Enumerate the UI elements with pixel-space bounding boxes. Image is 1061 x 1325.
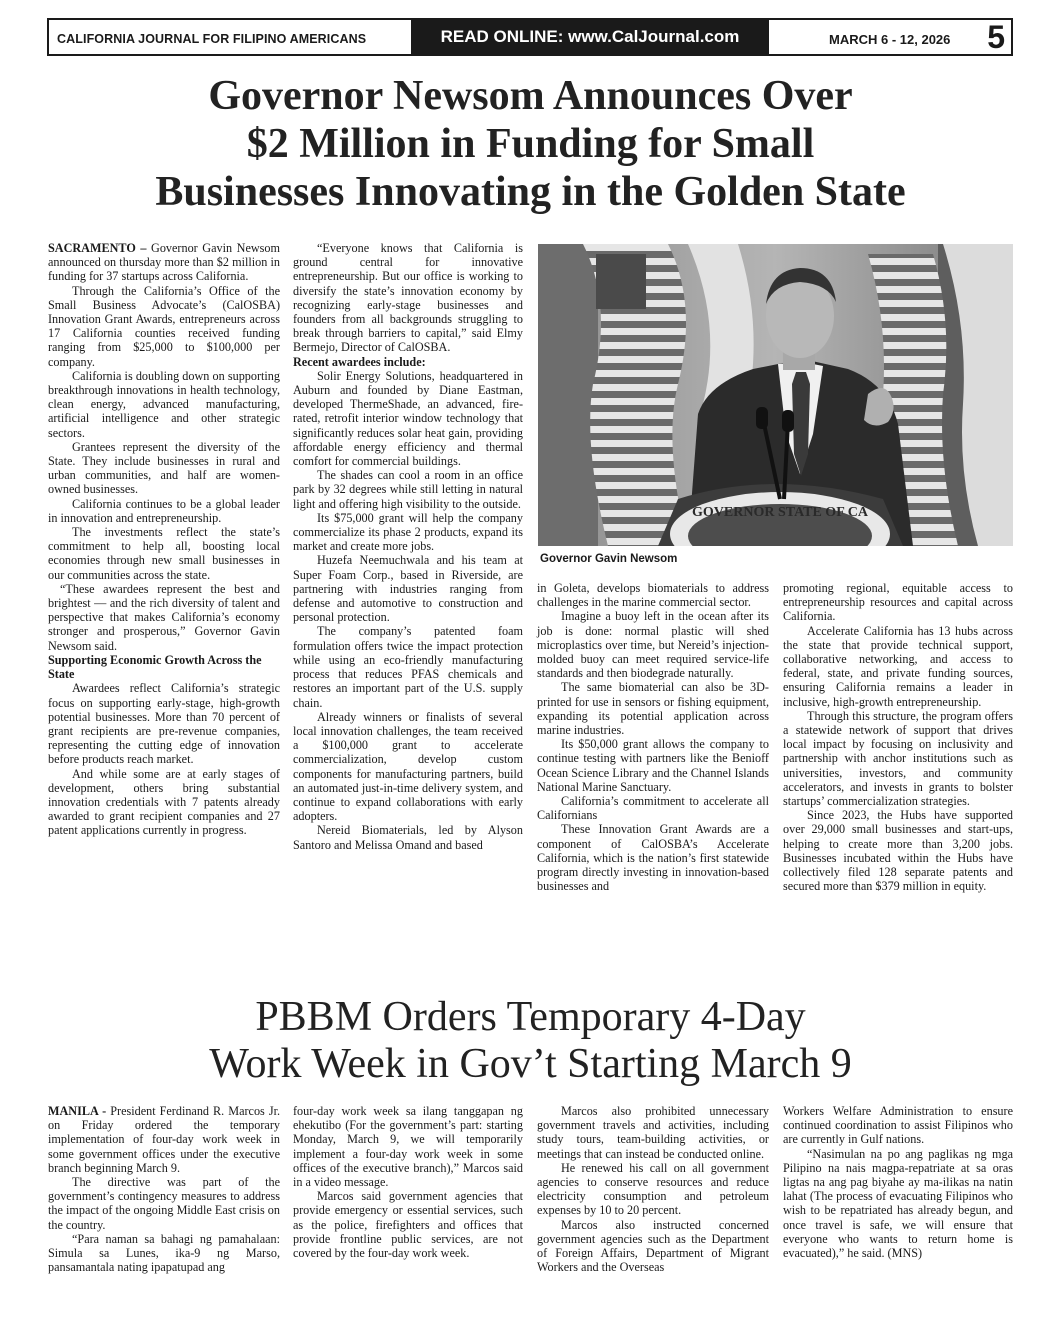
lead-text: Governor Gavin Newsom announced on thursday more than $2 million in funding for 37 startups across California. xyxy=(48,241,280,284)
paragraph: Marcos said government agencies that provide emergency or essential services, such as the police, firefighters and offices that provide frontline public services, are not covered by the four-day work week. xyxy=(293,1189,523,1261)
paragraph: four-day work week sa ilang tanggapan ng ehekutibo (For the government’s part: starting Monday, March 9, we will temporarily implement a four-day work week in some offices of the executive branch),” Marcos said in a video message. xyxy=(293,1104,523,1190)
paragraph: California is doubling down on supporting breakthrough innovations in health technology, clean energy, advanced manufacturing, artificial intelligence and other strategic sectors. xyxy=(48,368,280,440)
paragraph: The company’s patented foam formulation offers twice the impact protection while using an eco-friendly manufacturing process that reduces PFAS chemicals and restores an important part of the U.S. supply chain. xyxy=(293,624,523,710)
paragraph: Marcos also prohibited unnecessary government travels and activities, including study tours, team-building activities, or meetings that can instead be conducted online. xyxy=(537,1104,769,1161)
paragraph: The investments reflect the state’s commitment to help all, boosting local economies through new small businesses in our communities across the state. xyxy=(48,525,280,582)
paragraph: promoting regional, equitable access to entrepreneurship resources and capital across California. xyxy=(783,581,1013,624)
article1-headline-line: Governor Newsom Announces Over xyxy=(208,73,853,119)
article1-headline-line: $2 Million in Funding for Small xyxy=(246,121,815,167)
issue-date: MARCH 6 - 12, 2026 xyxy=(829,32,951,47)
article1-column-3 xyxy=(537,581,769,893)
paragraph: Through this structure, the program offers a statewide network of support that drives local impact by focusing on inclusivity and partnership with anchor institutions such as universities, investors, and community accelerators, and invests in grants to bolster startups’ commercialization strategies. xyxy=(783,708,1013,809)
article1-lead-paragraph xyxy=(48,241,280,284)
paragraph: Its $50,000 grant allows the company to continue testing with partners like the Benioff Ocean Science Library and the Channel Islands National Marine Sanctuary. xyxy=(537,737,769,794)
paragraph: Workers Welfare Administration to ensure continued coordination to assist Filipinos who are currently in Gulf nations. xyxy=(783,1104,1013,1147)
paragraph: “Para naman sa bahagi ng pamahalaan: Simula sa Lunes, ika-9 ng Marso, pansamantala nating ipapatupad ang xyxy=(48,1231,280,1275)
paragraph: Grantees represent the diversity of the State. They include businesses in rural and urban communities, and half are women-owned businesses. xyxy=(48,439,280,497)
article2-column-4 xyxy=(783,1104,1013,1260)
paragraph: Nereid Biomaterials, led by Alyson Santoro and Melissa Omand and based xyxy=(293,823,523,852)
paragraph: Solir Energy Solutions, headquartered in Auburn and founded by Diane Eastman, developed ThermeShade, an advanced, fire-rated, retrofit interior window technology that significantly reduces solar heat gain, providing affordable energy efficiency and thermal comfort for commercial buildings. xyxy=(293,368,523,469)
article1-column-2 xyxy=(293,241,523,852)
paragraph: Accelerate California has 13 hubs across the state that provide technical support, collaborative networking, and access to federal, state, and private funding sources, ensuring California remains a leader in inclusive, high-growth entrepreneurship. xyxy=(783,623,1013,709)
governor-photo xyxy=(538,244,1013,546)
read-online-link[interactable]: READ ONLINE: www.CalJournal.com xyxy=(411,18,769,56)
article2-column-3 xyxy=(537,1104,769,1274)
dateline: SACRAMENTO – xyxy=(48,241,147,255)
paragraph: California continues to be a global leader in innovation and entrepreneurship. xyxy=(48,496,280,525)
paragraph: The shades can cool a room in an office park by 32 degrees while still letting in natural light and offering high visibility to the outside. xyxy=(293,468,523,511)
article2-headline-line: Work Week in Gov’t Starting March 9 xyxy=(209,1041,852,1087)
article1-headline xyxy=(60,72,1001,216)
dateline: MANILA - xyxy=(48,1104,107,1118)
paragraph: “Nasimulan na po ang paglikas ng mga Pilipino na nais magpa-repatriate at sa oras ligtas na ang pag biyahe ay ma-ilikas na natin lahat (The process of evacuating Filipinos who wish to be repatriated has already begun, and once travel is safe, we will ensure that everyone who wants to return home is evacuated),” he said. (MNS) xyxy=(783,1146,1013,1261)
paragraph: He renewed his call on all government agencies to conserve resources and reduce electricity consumption and petroleum expenses by 10 to 20 percent. xyxy=(537,1160,769,1218)
masthead-bar xyxy=(47,18,1013,56)
paragraph: These Innovation Grant Awards are a component of CalOSBA’s Accelerate California, which is the nation’s first statewide program directly investing in innovation-based businesses and xyxy=(537,822,769,894)
quote-paragraph: “These awardees represent the best and brightest — and the rich diversity of talent and perspective that makes California’s economy stronger and prosperous,” Governor Gavin Newsom said. xyxy=(48,581,280,653)
paragraph: Marcos also instructed concerned government agencies such as the Department of Foreign Affairs, Department of Migrant Workers and the Overseas xyxy=(537,1217,769,1275)
paragraph: The same biomaterial can also be 3D-printed for use in sensors or fishing equipment, expanding its potential application across marine industries. xyxy=(537,680,769,738)
subheading: Recent awardees include: xyxy=(293,354,426,369)
seal-text: GOVERNOR STATE OF CA xyxy=(692,505,868,520)
article2-lead-paragraph xyxy=(48,1104,280,1175)
paragraph: The directive was part of the government’s contingency measures to address the impact of the ongoing Middle East crisis on the country. xyxy=(48,1175,280,1232)
paragraph: Already winners or finalists of several local innovation challenges, the team received a $100,000 grant to accelerate commercialization, develop custom components for manufacturing partners, build an automated just-in-time delivery system, and continue to expand collaborations with early adopters. xyxy=(293,709,523,824)
article1-column-1 xyxy=(48,241,280,838)
article2-column-1 xyxy=(48,1104,280,1274)
paragraph: in Goleta, develops biomaterials to address challenges in the marine commercial sector. xyxy=(537,581,769,610)
subheading: Supporting Economic Growth Across the State xyxy=(48,652,262,682)
page-number: 5 xyxy=(987,19,1005,55)
paragraph: Through the California’s Office of the Small Business Advocate’s (CalOSBA) Innovation Grant Awards, entrepreneurs across 17 California counties received funding ranging from $25,000 to $100,000 per company. xyxy=(48,283,280,369)
paragraph: Since 2023, the Hubs have supported over 29,000 small businesses and start-ups, helping to create more than 3,200 jobs. Businesses incubated within the Hubs have collectively filed 128 separate patents and secured more than $379 million in equity. xyxy=(783,808,1013,894)
article1-column-4 xyxy=(783,581,1013,893)
paragraph: Its $75,000 grant will help the company commercialize its phase 2 products, expand its market and create more jobs. xyxy=(293,510,523,554)
article1-headline-line: Businesses Innovating in the Golden State xyxy=(155,169,906,215)
article2-column-2 xyxy=(293,1104,523,1260)
quote-paragraph: “Everyone knows that California is ground central for innovative entrepreneurship. But our office is working to diversify the state’s innovation economy by recognizing early-stage businesses and founders from all backgrounds struggling to break through barriers to capital,” said Elmy Bermejo, Director of CalOSBA. xyxy=(293,241,523,355)
paragraph: Imagine a buoy left in the ocean after its job is done: normal plastic will shed microplastics over time, but Nereid’s injection-molded buoy can meet required service-life standards and then biodegrade naturally. xyxy=(537,609,769,681)
governor-photo-illustration xyxy=(538,244,1013,546)
paragraph: California’s commitment to accelerate all Californians xyxy=(537,794,769,823)
photo-caption: Governor Gavin Newsom xyxy=(540,553,678,565)
paragraph: And while some are at early stages of development, others bring substantial innovation credentials with 7 patents already awarded to grant recipient companies and 27 patent applications currently in progress. xyxy=(48,766,280,838)
paragraph: Awardees reflect California’s strategic focus on supporting early-stage, high-growth potential businesses. More than 70 percent of grant recipients are pre-revenue companies, representing the cutting edge of innovation before products reach market. xyxy=(48,681,280,767)
paragraph: Huzefa Neemuchwala and his team at Super Foam Corp., based in Riverside, are partnering with industries ranging from defense and automotive to construction and personal protection. xyxy=(293,553,523,625)
lead-text: President Ferdinand R. Marcos Jr. on Friday ordered the temporary implementation of four-day work week in some government offices under the executive branch beginning March 9. xyxy=(48,1104,280,1175)
article2-headline-line: PBBM Orders Temporary 4-Day xyxy=(255,994,806,1040)
article2-headline xyxy=(60,994,1001,1088)
publication-name: CALIFORNIA JOURNAL FOR FILIPINO AMERICANS xyxy=(57,32,367,46)
